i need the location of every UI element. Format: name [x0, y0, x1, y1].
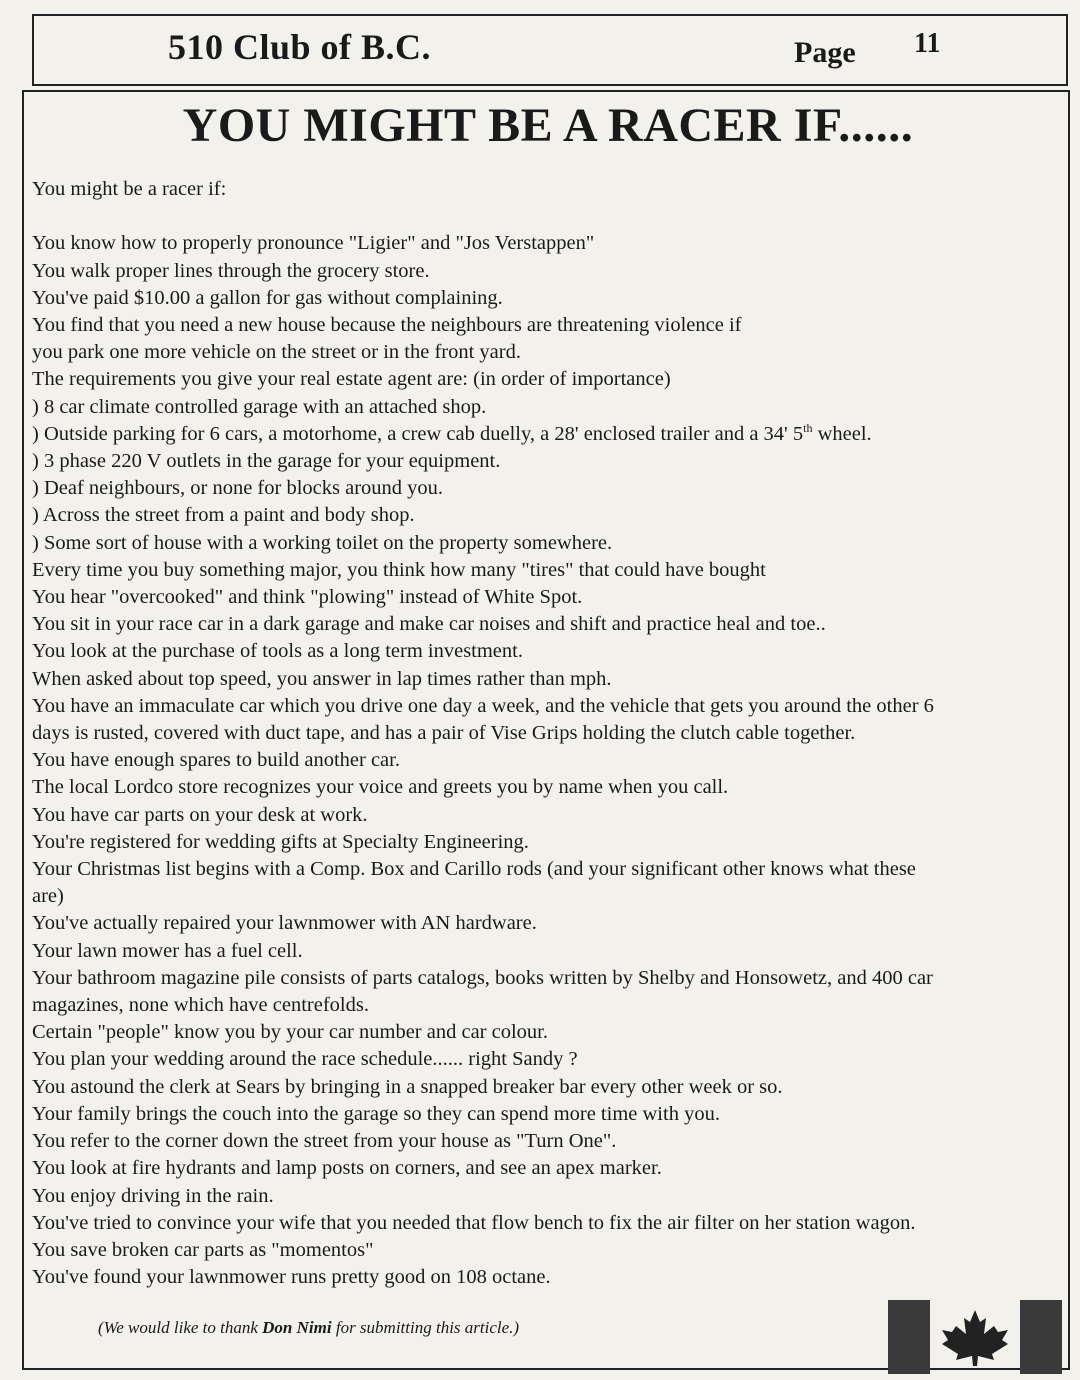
list-line	[32, 421, 1062, 448]
list-line: Your lawn mower has a fuel cell.	[32, 939, 303, 962]
list-line: You find that you need a new house because the neighbours are threatening violence if	[32, 314, 742, 336]
list-line: You've actually repaired your lawnmower with AN hardware.	[32, 912, 537, 935]
list-line: You sit in your race car in a dark garage and make car noises and shift and practice heal and toe..	[32, 613, 826, 636]
article-body	[32, 176, 1062, 1291]
list-line: You've paid $10.00 a gallon for gas without complaining.	[32, 286, 503, 309]
page-header	[32, 14, 1068, 86]
list-line: You have enough spares to build another car.	[32, 749, 400, 772]
list-line: You know how to properly pronounce "Ligier" and "Jos Verstappen"	[32, 232, 595, 255]
list-line: ) Across the street from a paint and body shop.	[32, 504, 415, 527]
list-line: Every time you buy something major, you think how many "tires" that could have bought	[32, 558, 766, 581]
flag-left-bar	[888, 1300, 930, 1374]
blank-line	[32, 203, 1062, 230]
list-line: You have car parts on your desk at work.	[32, 803, 368, 826]
list-line: ) Deaf neighbours, or none for blocks around you.	[32, 477, 444, 500]
list-line: You look at fire hydrants and lamp posts on corners, and see an apex marker.	[32, 1157, 662, 1180]
list-line: ) 3 phase 220 V outlets in the garage for your equipment.	[32, 450, 501, 473]
credit-before: (We would like to thank	[98, 1318, 263, 1337]
list-line: You've tried to convince your wife that you needed that flow bench to fix the air filter on her station wagon.	[32, 1211, 916, 1234]
list-line: When asked about top speed, you answer in lap times rather than mph.	[32, 667, 612, 690]
list-line: You refer to the corner down the street from your house as "Turn One".	[32, 1130, 617, 1153]
list-line: you park one more vehicle on the street or in the front yard.	[32, 341, 521, 364]
article-credit	[98, 1318, 519, 1338]
list-line: magazines, none which have centrefolds.	[32, 994, 369, 1017]
page-label: Page	[794, 36, 856, 69]
list-line: You're registered for wedding gifts at Specialty Engineering.	[32, 830, 529, 853]
maple-leaf-icon	[938, 1308, 1012, 1368]
list-line: You plan your wedding around the race schedule...... right Sandy ?	[32, 1048, 578, 1071]
list-line: You look at the purchase of tools as a long term investment.	[32, 640, 523, 663]
credit-name: Don Nimi	[262, 1318, 332, 1337]
list-line: Certain "people" know you by your car number and car colour.	[32, 1021, 548, 1044]
list-line-text: ) Outside parking for 6 cars, a motorhome, a crew cab duelly, a 28' enclosed trailer and a 34' 5	[32, 422, 804, 445]
superscript: th	[803, 420, 813, 435]
intro-line: You might be a racer if:	[32, 178, 227, 200]
list-line: The local Lordco store recognizes your voice and greets you by name when you call.	[32, 776, 729, 799]
article-title: YOU MIGHT BE A RACER IF......	[182, 99, 914, 152]
page-number: 11	[914, 28, 941, 59]
list-line: ) Some sort of house with a working toilet on the property somewhere.	[32, 531, 613, 554]
list-line: are)	[32, 885, 64, 908]
list-line: You save broken car parts as "momentos"	[32, 1238, 374, 1261]
list-line-suffix: wheel.	[812, 422, 872, 445]
list-line: Your bathroom magazine pile consists of parts catalogs, books written by Shelby and Honsowetz, and 400 car	[32, 966, 933, 989]
list-line: Your Christmas list begins with a Comp. Box and Carillo rods (and your significant other knows what these	[32, 858, 916, 881]
list-line: You've found your lawnmower runs pretty good on 108 octane.	[32, 1266, 551, 1289]
list-line: You astound the clerk at Sears by bringing in a snapped breaker bar every other week or so.	[32, 1075, 783, 1098]
list-line: The requirements you give your real estate agent are: (in order of importance)	[32, 368, 671, 391]
list-line: You walk proper lines through the grocery store.	[32, 259, 430, 282]
flag-right-bar	[1020, 1300, 1062, 1374]
list-line: days is rusted, covered with duct tape, and has a pair of Vise Grips holding the clutch cable together.	[32, 722, 856, 745]
article-box	[22, 90, 1070, 1370]
list-line: ) 8 car climate controlled garage with an attached shop.	[32, 395, 487, 418]
canadian-flag-icon	[888, 1300, 1062, 1374]
list-line: You have an immaculate car which you drive one day a week, and the vehicle that gets you around the other 6	[32, 694, 934, 717]
club-name: 510 Club of B.C.	[168, 27, 432, 67]
credit-after: for submitting this article.)	[331, 1318, 520, 1337]
list-line: You hear "overcooked" and think "plowing" instead of White Spot.	[32, 586, 583, 609]
list-line: You enjoy driving in the rain.	[32, 1184, 274, 1207]
list-line: Your family brings the couch into the garage so they can spend more time with you.	[32, 1102, 720, 1125]
